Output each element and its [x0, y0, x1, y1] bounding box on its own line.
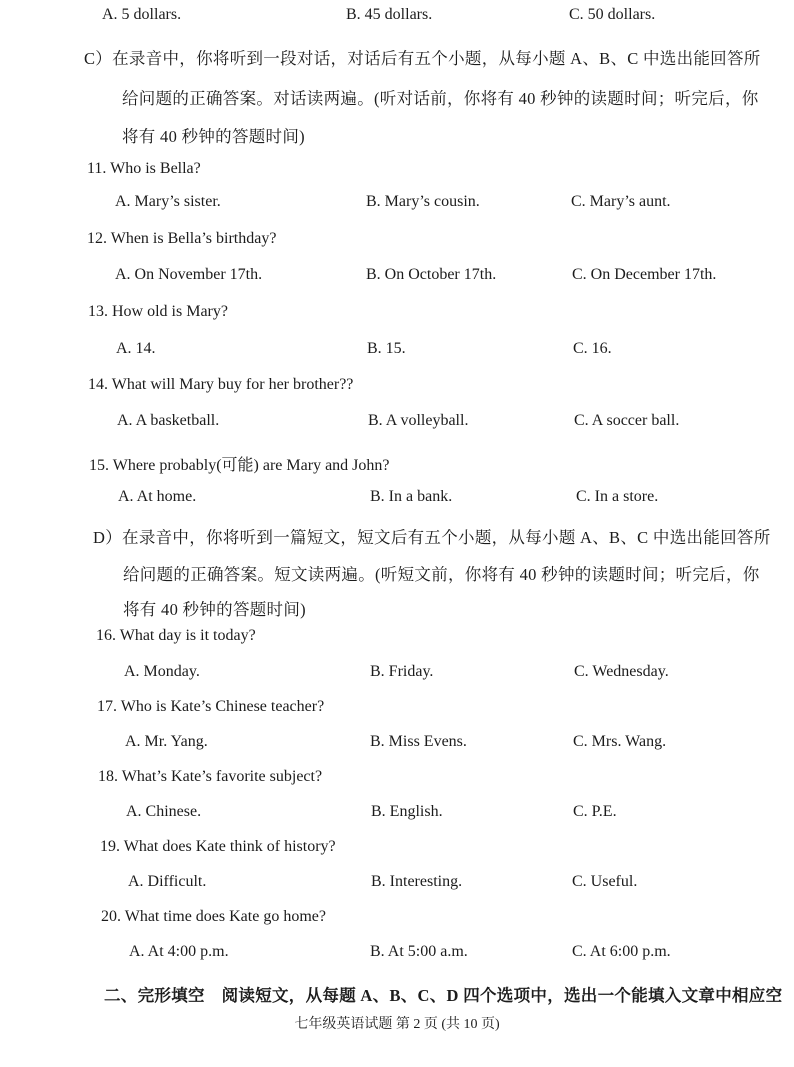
- section-c-instruction-line2: 给问题的正确答案。对话读两遍。(听对话前，你将有 40 秒钟的读题时间；听完后，你: [122, 89, 759, 108]
- question-17: 17. Who is Kate’s Chinese teacher?: [97, 698, 325, 715]
- section-c-instruction-line3: 将有 40 秒钟的答题时间): [122, 127, 305, 146]
- option-a: A. 5 dollars.: [102, 6, 182, 23]
- q14-option-c: C. A soccer ball.: [574, 412, 680, 429]
- q19-option-a: A. Difficult.: [128, 873, 207, 890]
- q15-option-a: A. At home.: [118, 488, 197, 505]
- q20-option-a: A. At 4:00 p.m.: [129, 943, 229, 960]
- section-d-instruction-line3: 将有 40 秒钟的答题时间): [123, 600, 306, 619]
- part2-heading: 二、完形填空 阅读短文，从每题 A、B、C、D 四个选项中，选出一个能填入文章中相应空: [104, 986, 783, 1005]
- section-d-instruction-line1: D）在录音中，你将听到一篇短文，短文后有五个小题，从每小题 A、B、C 中选出能回答所: [93, 528, 771, 547]
- q18-option-c: C. P.E.: [573, 803, 617, 820]
- q13-option-c: C. 16.: [573, 340, 612, 357]
- question-20: 20. What time does Kate go home?: [101, 908, 326, 925]
- q16-option-c: C. Wednesday.: [574, 663, 669, 680]
- q11-option-a: A. Mary’s sister.: [115, 193, 221, 210]
- q13-option-a: A. 14.: [116, 340, 156, 357]
- question-18: 18. What’s Kate’s favorite subject?: [98, 768, 323, 785]
- option-b: B. 45 dollars.: [346, 6, 433, 23]
- q18-option-b: B. English.: [371, 803, 443, 820]
- q13-option-b: B. 15.: [367, 340, 406, 357]
- q14-option-a: A. A basketball.: [117, 412, 220, 429]
- q15-option-b: B. In a bank.: [370, 488, 453, 505]
- option-c: C. 50 dollars.: [569, 6, 656, 23]
- q20-option-c: C. At 6:00 p.m.: [572, 943, 671, 960]
- question-15: 15. Where probably(可能) are Mary and John?: [89, 457, 390, 474]
- q16-option-a: A. Monday.: [124, 663, 200, 680]
- q17-option-c: C. Mrs. Wang.: [573, 733, 667, 750]
- question-19: 19. What does Kate think of history?: [100, 838, 336, 855]
- q12-option-a: A. On November 17th.: [115, 266, 263, 283]
- q19-option-b: B. Interesting.: [371, 873, 463, 890]
- q20-option-b: B. At 5:00 a.m.: [370, 943, 468, 960]
- q12-option-b: B. On October 17th.: [366, 266, 497, 283]
- section-d-instruction-line2: 给问题的正确答案。短文读两遍。(听短文前，你将有 40 秒钟的读题时间；听完后，你: [123, 565, 760, 584]
- page-footer: 七年级英语试题 第 2 页 (共 10 页): [294, 1017, 500, 1032]
- question-13: 13. How old is Mary?: [88, 303, 228, 320]
- question-14: 14. What will Mary buy for her brother??: [88, 376, 354, 393]
- q17-option-a: A. Mr. Yang.: [125, 733, 208, 750]
- q15-option-c: C. In a store.: [576, 488, 659, 505]
- question-12: 12. When is Bella’s birthday?: [87, 230, 277, 247]
- q11-option-c: C. Mary’s aunt.: [571, 193, 671, 210]
- q18-option-a: A. Chinese.: [126, 803, 202, 820]
- q17-option-b: B. Miss Evens.: [370, 733, 467, 750]
- section-c-instruction-line1: C）在录音中，你将听到一段对话，对话后有五个小题，从每小题 A、B、C 中选出能回答所: [84, 49, 761, 68]
- q12-option-c: C. On December 17th.: [572, 266, 717, 283]
- q19-option-c: C. Useful.: [572, 873, 638, 890]
- question-16: 16. What day is it today?: [96, 627, 256, 644]
- q14-option-b: B. A volleyball.: [368, 412, 469, 429]
- question-11: 11. Who is Bella?: [87, 160, 201, 177]
- q16-option-b: B. Friday.: [370, 663, 434, 680]
- q11-option-b: B. Mary’s cousin.: [366, 193, 480, 210]
